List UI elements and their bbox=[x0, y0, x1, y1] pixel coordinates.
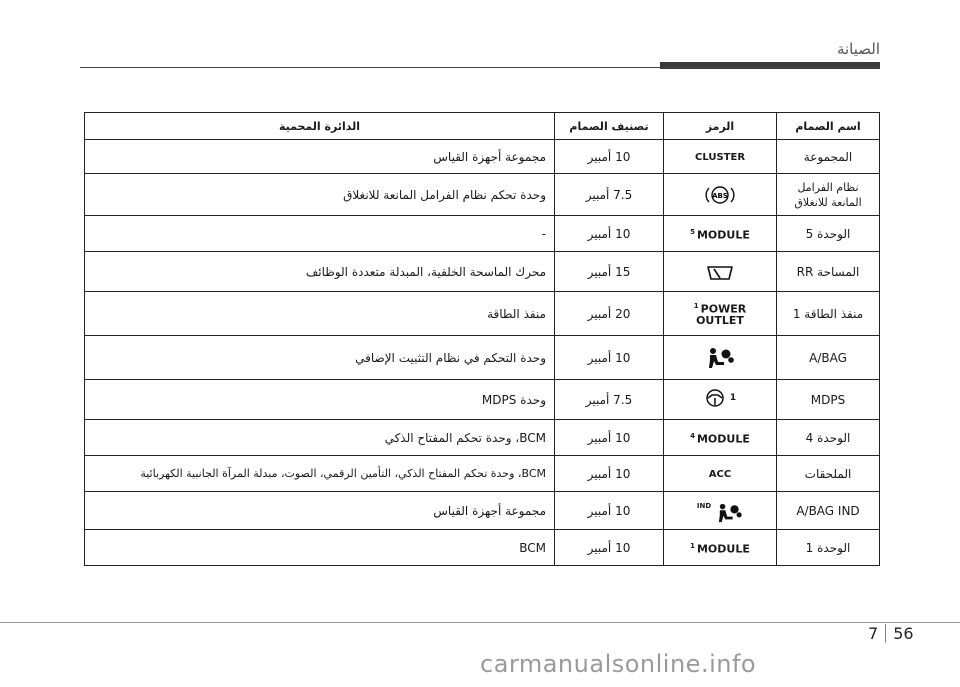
table-row bbox=[85, 336, 880, 380]
symbol-label: MODULE bbox=[696, 432, 750, 446]
fuse-circuit: محرك الماسحة الخلفية، المبدلة متعددة الوظائف bbox=[85, 252, 555, 292]
table-row bbox=[85, 380, 880, 420]
fuse-name: الوحدة 4 bbox=[777, 420, 880, 456]
fuse-circuit: منفذ الطاقة bbox=[85, 292, 555, 336]
fuse-name: المساحة RR bbox=[777, 252, 880, 292]
fuse-name: A/BAG bbox=[777, 336, 880, 380]
symbol-label: ACC bbox=[708, 469, 732, 480]
fuse-rating: 7.5 أمبير bbox=[555, 174, 664, 216]
fuse-rating: 10 أمبير bbox=[555, 456, 664, 492]
header-symbol: الرمز bbox=[664, 113, 777, 140]
fuse-circuit: مجموعة أجهزة القياس bbox=[85, 492, 555, 530]
table-row bbox=[85, 140, 880, 174]
header-name: اسم الصمام bbox=[777, 113, 880, 140]
fuse-name: A/BAG IND bbox=[777, 492, 880, 530]
symbol-superscript: 1 bbox=[693, 301, 699, 310]
rear-wiper-icon bbox=[705, 262, 735, 282]
fuse-symbol bbox=[664, 216, 777, 252]
table-row bbox=[85, 292, 880, 336]
page-number-value: 56 bbox=[893, 624, 914, 643]
fuse-rating: 10 أمبير bbox=[555, 216, 664, 252]
fuse-symbol bbox=[664, 292, 777, 336]
fuse-symbol bbox=[664, 174, 777, 216]
steering-icon bbox=[704, 388, 726, 408]
fuse-name: MDPS bbox=[777, 380, 880, 420]
symbol-label: POWER bbox=[700, 302, 747, 316]
table-row bbox=[85, 456, 880, 492]
section-title: الصيانة bbox=[836, 40, 880, 58]
footer-rule bbox=[0, 622, 960, 623]
symbol-superscript: 5 bbox=[690, 227, 695, 236]
table-row bbox=[85, 530, 880, 566]
fuse-rating: 10 أمبير bbox=[555, 140, 664, 174]
fuse-rating: 10 أمبير bbox=[555, 492, 664, 530]
fuse-rating: 10 أمبير bbox=[555, 336, 664, 380]
fuse-circuit: مجموعة أجهزة القياس bbox=[85, 140, 555, 174]
fuse-rating: 10 أمبير bbox=[555, 420, 664, 456]
fuse-circuit: BCM، وحدة تحكم المفتاح الذكي، التأمين الرقمي، الصوت، مبدلة المرآة الجانبية الكهربائية bbox=[85, 456, 555, 492]
fuse-circuit: BCM bbox=[85, 530, 555, 566]
symbol-prefix: IND bbox=[696, 502, 712, 510]
table-row bbox=[85, 216, 880, 252]
abs-icon-text: ABS bbox=[712, 191, 728, 200]
symbol-suffix: 1 bbox=[729, 393, 737, 403]
fuse-circuit: وحدة التحكم في نظام التثبيت الإضافي bbox=[85, 336, 555, 380]
fuse-name: المجموعة bbox=[777, 140, 880, 174]
symbol-label: MODULE bbox=[696, 542, 750, 556]
fuse-symbol bbox=[664, 252, 777, 292]
airbag-icon bbox=[705, 346, 735, 370]
table-header-row bbox=[85, 113, 880, 140]
fuse-rating: 7.5 أمبير bbox=[555, 380, 664, 420]
fuse-name: الوحدة 1 bbox=[777, 530, 880, 566]
fuse-symbol bbox=[664, 336, 777, 380]
fuse-table bbox=[84, 112, 880, 566]
symbol-label: CLUSTER bbox=[694, 152, 746, 163]
fuse-symbol bbox=[664, 140, 777, 174]
fuse-name: منفذ الطاقة 1 bbox=[777, 292, 880, 336]
header-rule bbox=[80, 67, 880, 68]
fuse-symbol bbox=[664, 380, 777, 420]
fuse-symbol bbox=[664, 492, 777, 530]
symbol-label-line2: OUTLET bbox=[696, 314, 744, 328]
fuse-symbol bbox=[664, 420, 777, 456]
fuse-circuit: - bbox=[85, 216, 555, 252]
symbol-superscript: 4 bbox=[690, 431, 695, 440]
fuse-name: نظام الفرامل المانعة للانغلاق bbox=[777, 174, 880, 216]
fuse-circuit: وحدة MDPS bbox=[85, 380, 555, 420]
fuse-name: الوحدة 5 bbox=[777, 216, 880, 252]
abs-icon bbox=[703, 184, 737, 206]
symbol-superscript: 1 bbox=[690, 541, 695, 550]
fuse-circuit: وحدة تحكم نظام الفرامل المانعة للانغلاق bbox=[85, 174, 555, 216]
airbag-indicator-icon bbox=[715, 502, 743, 524]
table-row bbox=[85, 174, 880, 216]
fuse-symbol bbox=[664, 456, 777, 492]
chapter-number: 7 bbox=[868, 624, 886, 643]
table-row bbox=[85, 420, 880, 456]
fuse-rating: 15 أمبير bbox=[555, 252, 664, 292]
header-rating: تصنيف الصمام bbox=[555, 113, 664, 140]
symbol-label: MODULE bbox=[696, 228, 750, 242]
fuse-name: الملحقات bbox=[777, 456, 880, 492]
table-row bbox=[85, 492, 880, 530]
table-row bbox=[85, 252, 880, 292]
fuse-rating: 10 أمبير bbox=[555, 530, 664, 566]
watermark: carmanualsonline.info bbox=[480, 650, 757, 678]
page-number bbox=[868, 624, 914, 643]
fuse-circuit: BCM، وحدة تحكم المفتاح الذكي bbox=[85, 420, 555, 456]
header-circuit: الدائرة المحمية bbox=[85, 113, 555, 140]
fuse-rating: 20 أمبير bbox=[555, 292, 664, 336]
fuse-symbol bbox=[664, 530, 777, 566]
